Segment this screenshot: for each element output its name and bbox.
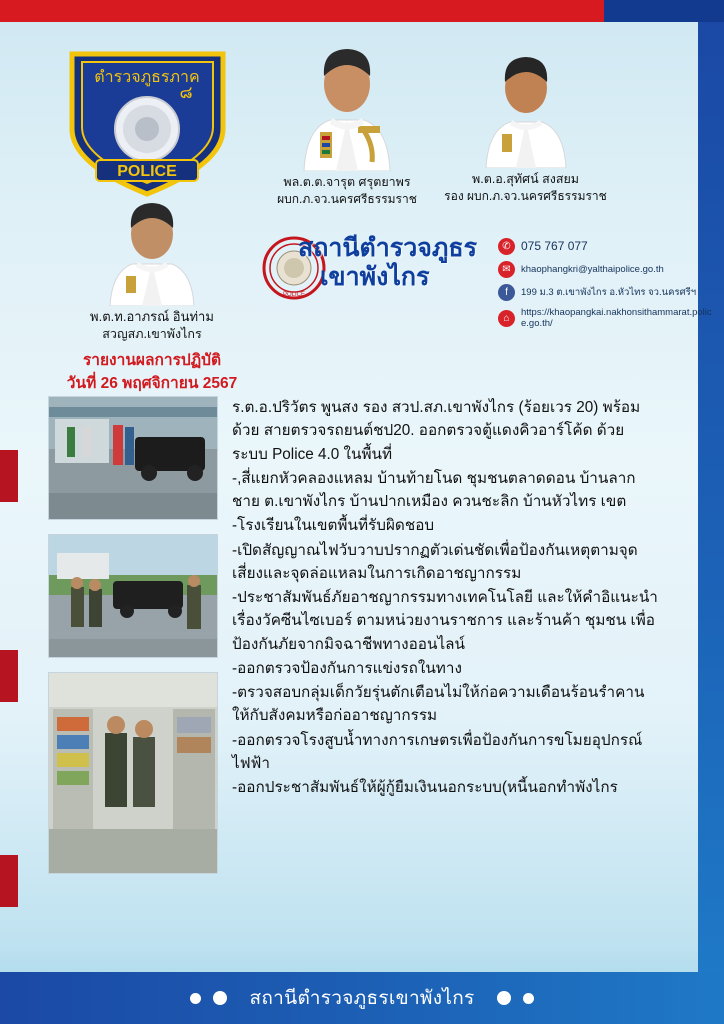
footer-text: สถานีตำรวจภูธรเขาพังไกร <box>249 988 475 1009</box>
photo-gas-station <box>48 396 218 520</box>
report-title-line2: วันที่ 26 พฤศจิกายน 2567 <box>66 374 238 392</box>
report-paragraph: -ตรวจสอบกลุ่มเด็กวัยรุ่นตักเตือนไม่ให้ก่อความเดือนร้อนรำคานให้กับสังคมหรือก่ออาชญากรรม <box>232 684 645 725</box>
left-accent-tab-1 <box>0 450 18 502</box>
report-paragraph: -ออกตรวจป้องกันการแข่งรถในทาง <box>232 659 462 677</box>
left-accent-tab-3 <box>0 855 18 907</box>
footer-dot-icon <box>523 993 534 1004</box>
mail-icon: ✉ <box>498 261 515 278</box>
contact-email-text: khaophangkri@yalthaipolice.go.th <box>521 263 664 275</box>
svg-text:๘: ๘ <box>179 83 193 102</box>
contact-address-text: 199 ม.3 ต.เขาพังไกร อ.หัวไทร จว.นครศรีฯ <box>521 286 697 298</box>
report-paragraph: -ประชาสัมพันธ์ภัยอาชญากรรมทางเทคโนโลยี และให้คำอิแนะนำ เรื่องวัคซีนไซเบอร์ ตามหน่วยงานราชการ และร้านค้า ชุมชน เพื่อป้องกันภัยจากมิจฉาชีพทางออนไลน์ <box>232 589 658 653</box>
photo-officers-checkpoint <box>48 534 218 658</box>
officer-role-2: รอง ผบก.ภ.จว.นครศรีธรรมราช <box>444 188 607 203</box>
report-paragraph: -เปิดสัญญาณไฟวับวาบปรากฏตัวเด่นชัดเพื่อป้องกันเหตุตามจุดเสี่ยงและจุดล่อแหลมในการเกิดอาชญากรรม <box>232 541 638 582</box>
facebook-icon: f <box>498 284 515 301</box>
photo-store-patrol <box>48 672 218 874</box>
report-paragraph: -ออกตรวจโรงสูบน้ำทางการเกษตรเพื่อป้องกันการขโมยอุปกรณ์ไฟฟ้า <box>232 731 643 772</box>
officer-role-1: ผบก.ภ.จว.นครศรีธรรมราช <box>277 191 417 206</box>
phone-icon: ✆ <box>498 238 515 255</box>
report-body <box>232 396 660 800</box>
officer-name-1: พล.ต.ต.จารุต ศรุตยาพร <box>283 175 411 189</box>
report-paragraph: ร.ต.อ.ปริวัตร พูนสง รอง สวป.สภ.เขาพังไกร (ร้อยเวร 20) พร้อมด้วย สายตรวจรถยนต์ชป20. ออกตรวจตู้แดงคิวอาร์โค้ด ด้วย ระบบ Police 4.0 ในพื้นที่ <box>232 399 641 463</box>
police-badge-logo <box>60 34 235 199</box>
report-paragraph: -,สี่แยกหัวคลองแหลม บ้านท้ายโนด ชุมชนตลาดดอน บ้านลากชาย ต.เขาพังไกร บ้านปากเหมือง ควนชะลิก บ้านหัวไทร เขต <box>232 469 636 510</box>
officer-photo-1 <box>292 36 402 171</box>
officer-card-left <box>62 196 242 395</box>
contact-email[interactable] <box>498 261 713 278</box>
right-blue-strip <box>698 22 724 974</box>
officer-name-2: พ.ต.อ.สุทัศน์ สงสยม <box>471 172 580 186</box>
officer-photo-2 <box>476 46 576 168</box>
report-paragraph: -ออกประชาสัมพันธ์ให้ผู้กู้ยืมเงินนอกระบบ(หนี้นอกทำพังไกร <box>232 779 618 796</box>
contact-website-text: https://khaopangkai.nakhonsithammarat.police.go.th/ <box>521 307 712 330</box>
officer-role-left: สวญสภ.เขาพังไกร <box>102 326 202 341</box>
svg-text:ตำรวจภูธรภาค: ตำรวจภูธรภาค <box>94 69 200 86</box>
contact-phone[interactable] <box>498 238 713 255</box>
officer-card-2 <box>438 46 613 204</box>
svg-text:POLICE: POLICE <box>117 163 177 180</box>
station-name-line1: สถานีตำรวจภูธร <box>298 234 478 262</box>
report-title-line1: รายงานผลการปฏิบัติ <box>82 352 222 370</box>
contact-list <box>498 238 713 336</box>
officer-name-left: พ.ต.ท.อาภรณ์ อินท่าม <box>90 309 214 324</box>
left-accent-tab-2 <box>0 650 18 702</box>
officer-photo-left <box>100 196 204 306</box>
footer-dot-icon <box>213 991 227 1005</box>
report-paragraph: -โรงเรียนในเขตพื้นที่รับผิดชอบ <box>232 517 435 535</box>
station-name <box>298 234 477 292</box>
svg-text:POLICE: POLICE <box>282 292 306 298</box>
footer-band <box>0 972 724 1024</box>
contact-phone-text: 075 767 077 <box>521 239 588 254</box>
footer-dot-icon <box>497 991 511 1005</box>
globe-icon: ⌂ <box>498 310 515 327</box>
photo-column <box>48 396 216 888</box>
top-blue-band <box>604 0 724 22</box>
footer-dot-icon <box>190 993 201 1004</box>
contact-website[interactable] <box>498 307 713 330</box>
officer-card-1 <box>262 36 432 207</box>
station-name-line2: เขาพังไกร <box>320 262 430 291</box>
contact-address[interactable] <box>498 284 713 301</box>
